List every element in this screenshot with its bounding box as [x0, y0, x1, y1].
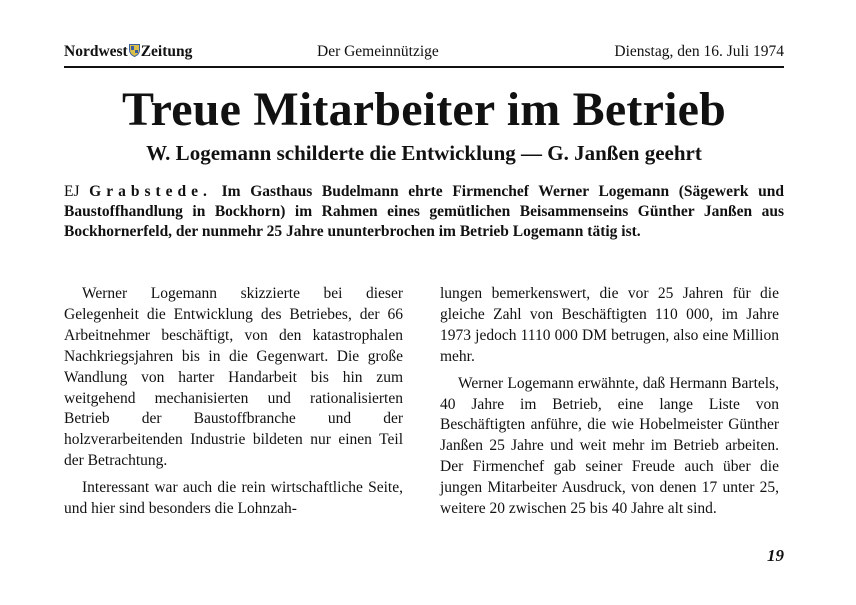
- lead-text: Im Gasthaus Budelmann ehrte Firmenchef Werner Logemann (Sägewerk und Baustoffhandlung in Bockhorn) im Rahmen eines gemütlichen Beisammenseins Günther Janßen aus Bockhornerfeld, der nunmehr 25 Jahre ununterbrochen im Betrieb Logemann tätig ist.: [64, 183, 785, 240]
- body-paragraph: lungen bemerkenswert, die vor 25 Jahren für die gleiche Zahl von Beschäftigten 110 000, im Jahre 1973 jedoch 1110 000 DM betrugen, also eine Million mehr.: [440, 285, 779, 365]
- newspaper-name-part2: Zeitung: [140, 43, 193, 60]
- masthead: [64, 40, 784, 68]
- body-paragraph: Werner Logemann erwähnte, daß Hermann Bartels, 40 Jahre im Betrieb, eine lange Liste von Beschäftigten anführe, die wie Hobelmeister Günther Janßen 25 Jahre und weit mehr im Betrieb arbeiten. Der Firmenchef gab seiner Freude auch über die jungen Mitarbeiter Ausdruck, von denen 17 unter 25, weitere 20 zwischen 25 bis 40 Jahre alt sind.: [440, 374, 779, 518]
- section-title: Der Gemeinnützige: [317, 43, 439, 60]
- body-paragraph: Interessant war auch die rein wirtschaftliche Seite, und hier sind besonders die Lohnzah-: [64, 479, 403, 518]
- lead-paragraph: [64, 182, 784, 242]
- page-number: 19: [767, 546, 784, 565]
- column-right: [440, 284, 779, 520]
- column-left: [64, 284, 403, 520]
- body-paragraph: Werner Logemann skizzierte bei dieser Gelegenheit die Entwicklung des Betriebes, der 66 Arbeitnehmer beschäftigt, von den katastrophalen Nachkriegsjahren bis in die Gegenwart. Die große Wandlung von harter Handarbeit bis hin zum weitgehend mechanisierten und rationalisierten Betrieb der Baustoffbranche und der holzverarbeitenden Industrie bildeten nur einen Teil der Betrachtung.: [64, 285, 403, 470]
- newspaper-name: [64, 43, 192, 61]
- newspaper-name-part1: Nordwest: [64, 43, 128, 60]
- headline: Treue Mitarbeiter im Betrieb: [121, 83, 727, 136]
- newspaper-page: [64, 40, 785, 565]
- subheadline: W. Logemann schilderte die Entwicklung — G. Janßen geehrt: [146, 141, 702, 165]
- dateline-place: Grabstede.: [89, 183, 212, 200]
- author-initials: EJ: [64, 183, 80, 200]
- issue-date: Dienstag, den 16. Juli 1974: [614, 43, 784, 60]
- coat-of-arms-icon: [129, 44, 140, 57]
